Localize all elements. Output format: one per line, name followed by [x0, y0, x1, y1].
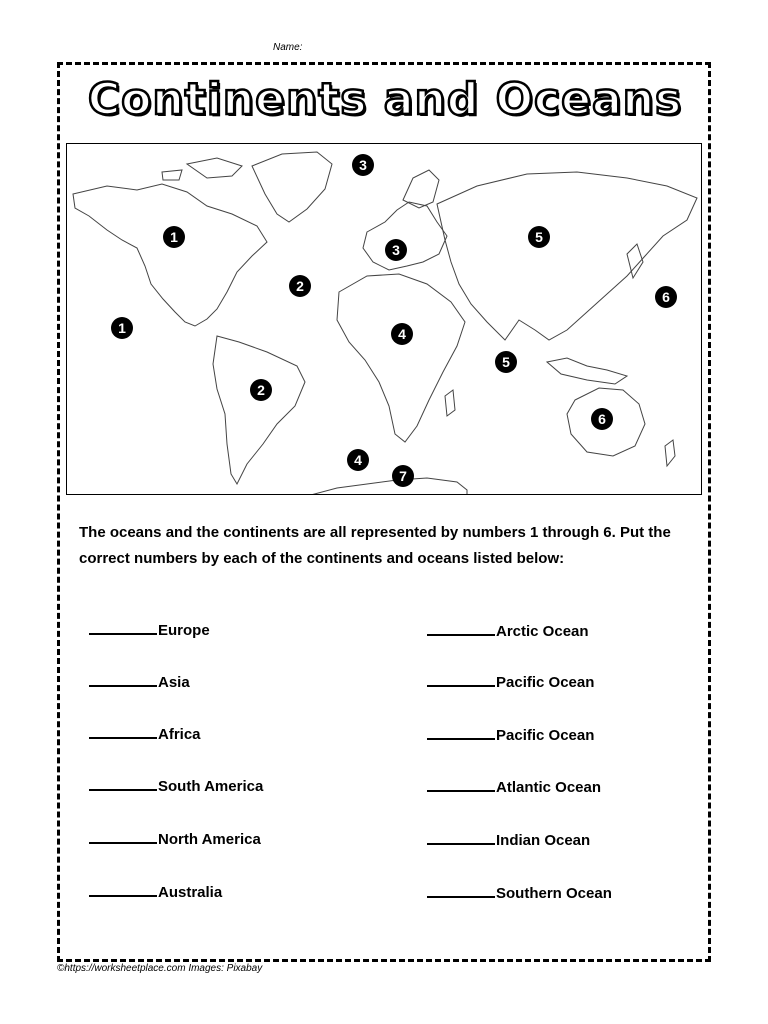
answer-line — [427, 776, 601, 796]
map-marker: 2 — [250, 379, 272, 401]
answer-blank[interactable] — [427, 882, 495, 898]
answer-label: Europe — [158, 622, 210, 639]
answer-line — [427, 620, 589, 640]
map-marker: 3 — [352, 154, 374, 176]
north-america-outline — [73, 184, 267, 326]
scandinavia-outline — [403, 170, 439, 208]
answer-line — [89, 828, 261, 848]
new-zealand-outline — [665, 440, 675, 466]
answer-label: North America — [158, 831, 261, 848]
answer-label: Africa — [158, 726, 201, 743]
answer-blank[interactable] — [427, 724, 495, 740]
antarctica-outline — [307, 478, 467, 495]
answer-blank[interactable] — [89, 723, 157, 739]
indonesia-outline — [547, 358, 627, 384]
answer-blank[interactable] — [427, 776, 495, 792]
europe-outline — [363, 202, 447, 270]
answer-line — [89, 671, 190, 691]
answer-label: Atlantic Ocean — [496, 779, 602, 796]
answer-blank[interactable] — [89, 881, 157, 897]
answer-line — [89, 723, 201, 743]
worksheet-title: Continents and Oceans — [87, 74, 683, 125]
map-marker: 6 — [591, 408, 613, 430]
answer-line — [89, 619, 210, 639]
answer-label: Pacific Ocean — [496, 727, 595, 744]
answer-line — [89, 775, 263, 795]
answer-line — [427, 724, 594, 744]
world-map-outline — [67, 144, 702, 495]
answer-blank[interactable] — [427, 620, 495, 636]
answer-label: Asia — [158, 674, 190, 691]
map-marker: 6 — [655, 286, 677, 308]
map-marker: 4 — [347, 449, 369, 471]
answer-line — [89, 881, 222, 901]
africa-outline — [337, 274, 465, 442]
answer-blank[interactable] — [89, 619, 157, 635]
answer-label: Indian Ocean — [496, 832, 591, 849]
arctic-islands-outline — [162, 158, 242, 180]
name-label: Name: — [273, 42, 303, 53]
answer-label: Pacific Ocean — [496, 674, 595, 691]
map-marker: 5 — [495, 351, 517, 373]
map-marker: 3 — [385, 239, 407, 261]
answer-label: Arctic Ocean — [496, 623, 589, 640]
title-area — [60, 62, 710, 144]
south-america-outline — [213, 336, 305, 484]
map-marker: 5 — [528, 226, 550, 248]
answer-blank[interactable] — [427, 829, 495, 845]
greenland-outline — [252, 152, 332, 222]
footer-credit: ©https://worksheetplace.com Images: Pixabay — [57, 963, 263, 974]
map-marker: 7 — [392, 465, 414, 487]
answer-blank[interactable] — [89, 828, 157, 844]
map-marker: 1 — [163, 226, 185, 248]
world-map — [66, 143, 702, 495]
map-marker: 4 — [391, 323, 413, 345]
asia-outline — [437, 172, 697, 340]
answer-label: South America — [158, 778, 264, 795]
map-marker: 1 — [111, 317, 133, 339]
answer-label: Australia — [158, 884, 223, 901]
map-marker: 2 — [289, 275, 311, 297]
answer-blank[interactable] — [427, 671, 495, 687]
answer-blank[interactable] — [89, 671, 157, 687]
answer-label: Southern Ocean — [496, 885, 612, 902]
answer-line — [427, 671, 594, 691]
instructions-text: The oceans and the continents are all represented by numbers 1 through 6. Put the correct numbers by each of the continents and oceans listed below: — [79, 524, 671, 567]
madagascar-outline — [445, 390, 455, 416]
answer-line — [427, 882, 612, 902]
answer-line — [427, 829, 590, 849]
answer-blank[interactable] — [89, 775, 157, 791]
